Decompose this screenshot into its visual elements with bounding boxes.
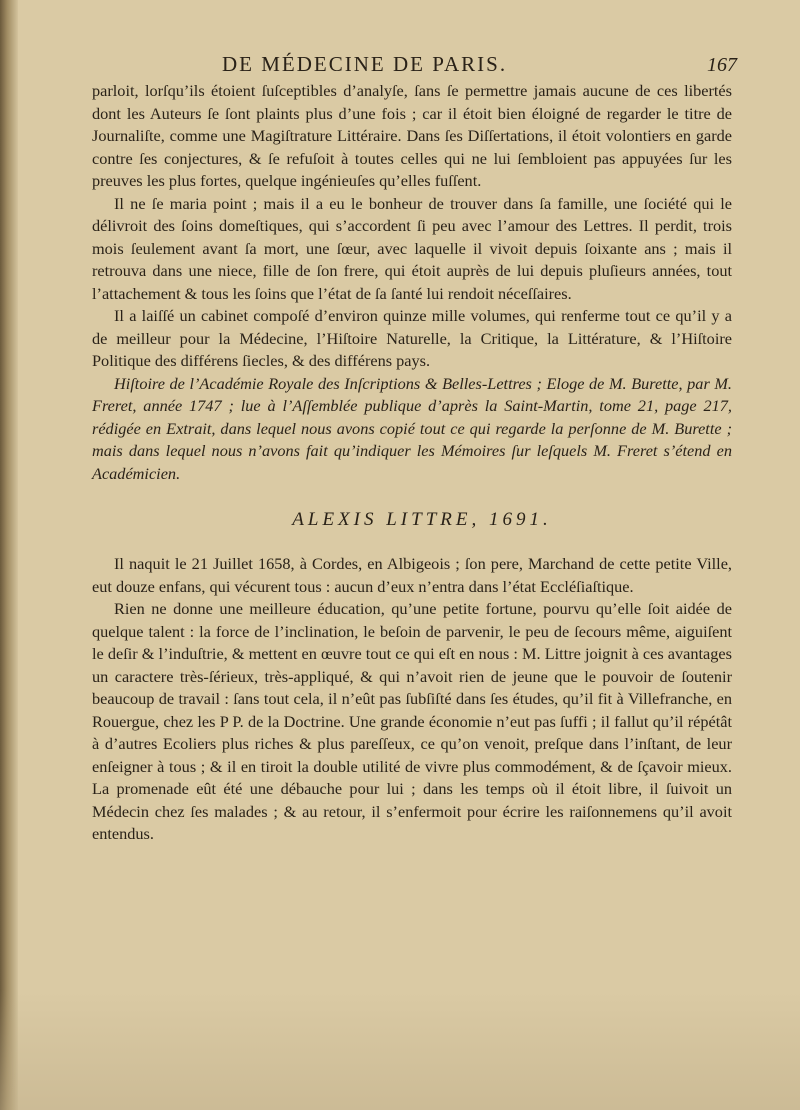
source-note: Hiſtoire de l’Académie Royale des Inſcriptions & Belles-Lettres ; Eloge de M. Burette, par M. Freret, année 1747 ; lue à l’Aſſemblée publique d’après la Saint-Martin, tome 21, page 217, rédigée en Extrait, dans lequel nous avons copié tout ce qui regarde la perſonne de M. Burette ; mais dans lequel nous n’avons fait qu’indiquer les Mémoires ſur leſquels M. Freret s’étend en Académicien. (92, 373, 732, 483)
paragraph-family: Il ne ſe maria point ; mais il a eu le bonheur de trouver dans ſa famille, une ſociété qui le délivroit des ſoins domeſtiques, qui s’accordent ſi peu avec l’amour des Lettres. Il perdit, trois mois ſeulement avant ſa mort, une ſœur, avec laquelle il vivoit depuis ſoixante ans ; mais il retrouva dans une niece, fille de ſon frere, qui étoit auprès de lui depuis pluſieurs années, tout l’attachement & tous les ſoins que l’état de ſa ſanté lui rendoit néceſſaires. (92, 193, 732, 303)
page-binding-edge (0, 0, 18, 1110)
running-header-title: DE MÉDECINE DE PARIS. (222, 52, 508, 76)
section-title: ALEXIS LITTRE, 1691. (292, 509, 552, 530)
page-shadow (0, 990, 800, 1110)
paragraph-birth: Il naquit le 21 Juillet 1658, à Cordes, en Albigeois ; ſon pere, Marchand de cette petite Ville, eut douze enfans, qui vécurent tous : aucun d’eux n’entra dans l’état Eccléſiaſtique. (92, 554, 732, 596)
page-number: 167 (707, 54, 737, 76)
paragraph-library: Il a laiſſé un cabinet compoſé d’environ quinze mille volumes, qui renferme tout ce qu’il y a de meilleur pour la Médecine, l’Hiſtoire Naturelle, la Critique, la Littérature, & l’Hiſtoire Politique des différens ſiecles, & des différens pays. (92, 306, 732, 370)
running-header (92, 52, 737, 80)
page-content (92, 52, 737, 846)
paragraph-continued: parloit, lorſqu’ils étoient ſuſceptibles d’analyſe, ſans ſe permettre jamais aucune de ces libertés dont les Auteurs ſe ſont plaints plus d’une fois ; car il étoit bien éloigné de regarder le titre de Journaliſte, comme une Magiſtrature Littéraire. Dans ſes Diſſertations, il étoit volontiers en garde contre ſes conjectures, & ſe refuſoit à toutes celles qui ne lui ſembloient pas appuyées ſur les preuves les plus fortes, quelque ingénieuſes qu’elles fuſſent. (92, 81, 732, 190)
paragraph-education: Rien ne donne une meilleure éducation, qu’une petite fortune, pourvu qu’elle ſoit aidée de quelque talent : la force de l’inclination, le beſoin de parvenir, le peu de ſecours même, aiguiſent le deſir & l’induſtrie, & mettent en œuvre tout ce qui eſt en nous : M. Littre joignit à ces avantages un caractere très-ſérieux, très-appliqué, & qui n’avoit rien de jeune que le pouvoir de ſoutenir beaucoup de travail : ſans tout cela, il n’eût pas ſubſiſté dans ſes études, qu’il fit à Villefranche, en Rouergue, chez les P P. de la Doctrine. Une grande économie n’eut pas ſuffi ; il fallut qu’il répétât à d’autres Ecoliers plus riches & plus pareſſeux, ce qu’on venoit, preſque dans l’inſtant, de leur enſeigner à tous ; & il en tiroit la double utilité de vivre plus commodément, & de ſçavoir mieux. La promenade eût été une débauche pour lui ; dans les temps où il étoit libre, il ſuivoit un Médecin chez ſes malades ; & au retour, il s’enfermoit pour écrire les raiſonnemens qu’il avoit entendus. (92, 599, 732, 843)
